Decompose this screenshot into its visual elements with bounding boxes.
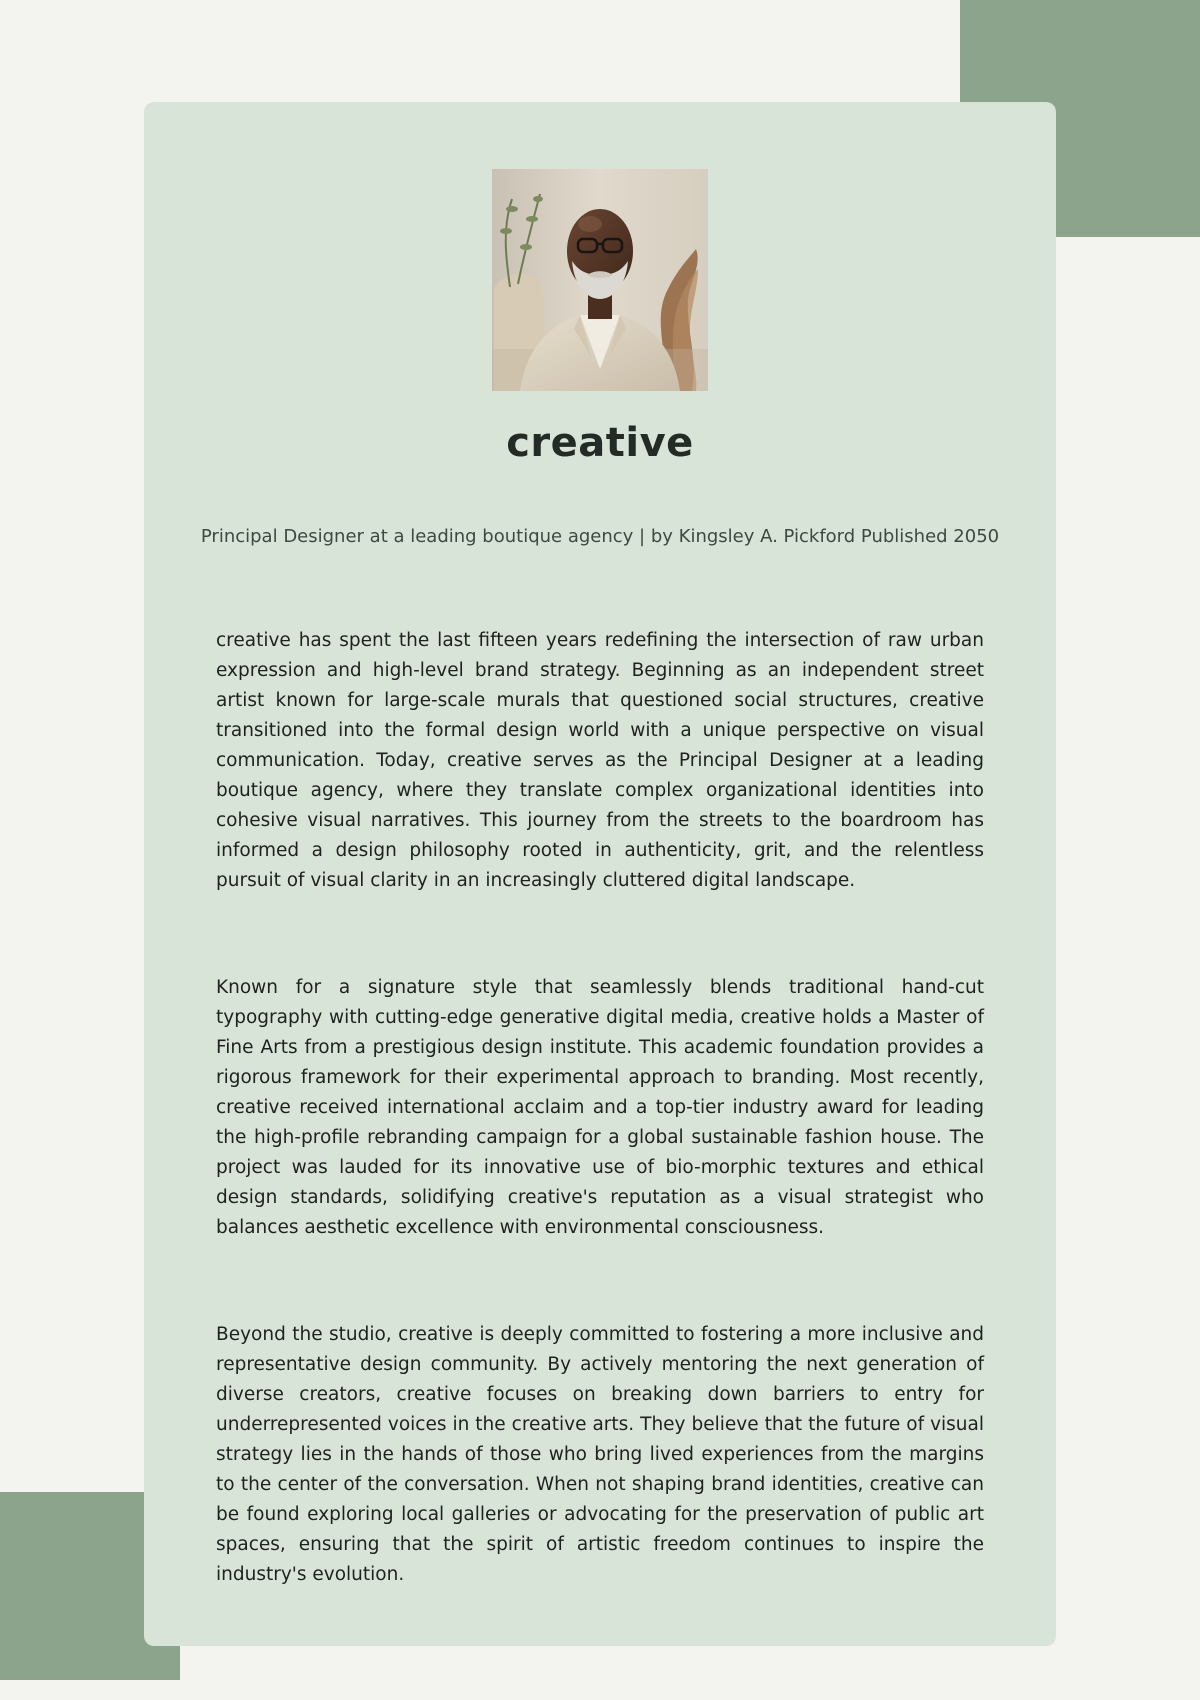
profile-card <box>144 102 1056 1646</box>
bio-paragraph: creative has spent the last fifteen years redefining the intersection of raw urban expression and high-level brand strategy. Beginning as an independent street artist known for large-scale murals that questioned social structures, creative transitioned into the formal design world with a unique perspective on visual communication. Today, creative serves as the Principal Designer at a leading boutique agency, where they translate complex organizational identities into cohesive visual narratives. This journey from the streets to the boardroom has informed a design philosophy rooted in authenticity, grit, and the relentless pursuit of visual clarity in an increasingly cluttered digital landscape. <box>216 630 984 891</box>
profile-photo <box>492 169 708 391</box>
profile-name: creative <box>506 420 694 466</box>
bio-paragraph: Beyond the studio, creative is deeply committed to fostering a more inclusive and representative design community. By actively mentoring the next generation of diverse creators, creative focuses on breaking down barriers to entry for underrepresented voices in the creative arts. They believe that the future of visual strategy lies in the hands of those who bring lived experiences from the margins to the center of the conversation. When not shaping brand identities, creative can be found exploring local galleries or advocating for the preservation of public art spaces, ensuring that the spirit of artistic freedom continues to inspire the industry's evolution. <box>216 1324 984 1585</box>
bio-paragraph: Known for a signature style that seamlessly blends traditional hand-cut typography with cutting-edge generative digital media, creative holds a Master of Fine Arts from a prestigious design institute. This academic foundation provides a rigorous framework for their experimental approach to branding. Most recently, creative received international acclaim and a top-tier industry award for leading the high-profile rebranding campaign for a global sustainable fashion house. The project was lauded for its innovative use of bio-morphic textures and ethical design standards, solidifying creative's reputation as a visual strategist who balances aesthetic excellence with environmental consciousness. <box>216 977 984 1238</box>
profile-subtitle: Principal Designer at a leading boutique agency | by Kingsley A. Pickford Published 2050 <box>200 526 1000 547</box>
